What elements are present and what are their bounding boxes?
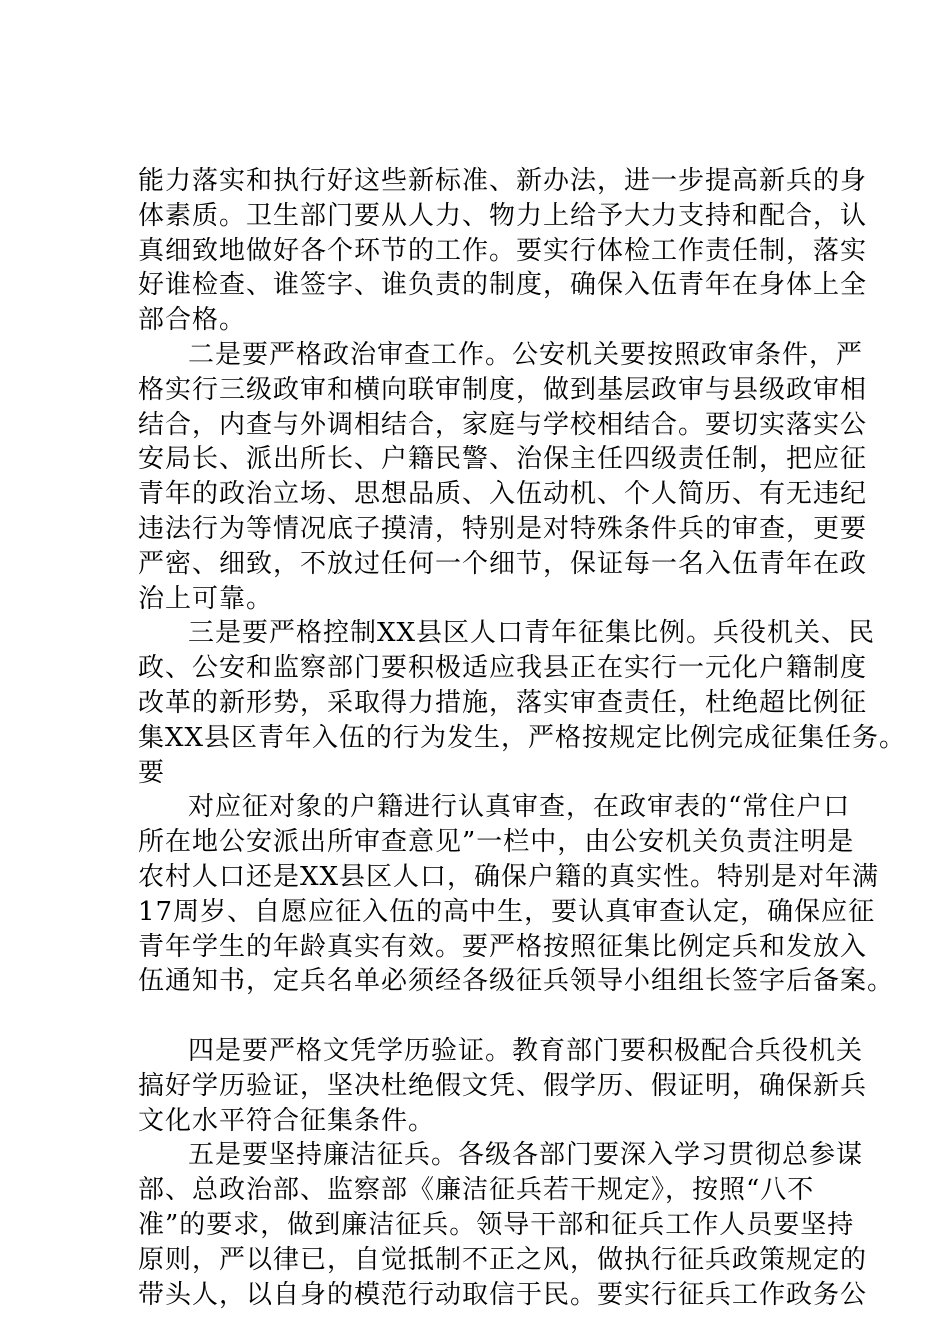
- text-line: 青年学生的年龄真实有效。要严格按照征集比例定兵和发放入: [138, 931, 868, 962]
- text-line: 违法行为等情况底子摸清，特别是对特殊条件兵的审查，更要: [138, 513, 868, 544]
- text-line: 三是要严格控制XX县区人口青年征集比例。兵役机关、民: [188, 618, 876, 649]
- text-line: 严密、细致，不放过任何一个细节，保证每一名入伍青年在政: [138, 548, 868, 579]
- text-line: 农村人口还是XX县区人口，确保户籍的真实性。特别是对年满: [138, 861, 880, 892]
- text-line: 准”的要求，做到廉洁征兵。领导干部和征兵工作人员要坚持: [138, 1209, 855, 1240]
- text-line: 好谁检查、谁签字、谁负责的制度，确保入伍青年在身体上全: [138, 270, 868, 301]
- text-line: 原则，严以律已，自觉抵制不正之风，做执行征兵政策规定的: [138, 1244, 868, 1275]
- text-line: 对应征对象的户籍进行认真审查，在政审表的“常住户口: [188, 792, 851, 823]
- text-line: 搞好学历验证，坚决杜绝假文凭、假学历、假证明，确保新兵: [138, 1070, 868, 1101]
- text-line: 17周岁、自愿应征入伍的高中生，要认真审查认定，确保应征: [138, 896, 876, 927]
- text-line: 政、公安和监察部门要积极适应我县正在实行一元化户籍制度: [138, 653, 868, 684]
- text-line: 集XX县区青年入伍的行为发生，严格按规定比例完成征集任务。: [138, 722, 907, 753]
- text-line: 所在地公安派出所审查意见”一栏中，由公安机关负责注明是: [138, 827, 855, 858]
- body-text: [138, 164, 907, 1312]
- text-line: 治上可靠。: [138, 583, 274, 614]
- text-line: 安局长、派出所长、户籍民警、治保主任四级责任制，把应征: [138, 444, 868, 475]
- text-line: 要: [138, 757, 166, 788]
- text-line: 五是要坚持廉洁征兵。各级各部门要深入学习贯彻总参谋: [188, 1140, 864, 1171]
- text-line: 能力落实和执行好这些新标准、新办法，进一步提高新兵的身: [138, 166, 868, 196]
- text-line: 四是要严格文凭学历验证。教育部门要积极配合兵役机关: [188, 1035, 864, 1066]
- text-line: 结合，内查与外调相结合，家庭与学校相结合。要切实落实公: [138, 409, 868, 440]
- text-line: 改革的新形势，采取得力措施，落实审查责任，杜绝超比例征: [138, 687, 868, 718]
- text-line: 体素质。卫生部门要从人力、物力上给予大力支持和配合，认: [138, 200, 868, 231]
- text-line: 伍通知书，定兵名单必须经各级征兵领导小组组长签字后备案。: [138, 966, 895, 997]
- text-line: 部、总政治部、监察部《廉洁征兵若干规定》，按照“八不: [138, 1175, 815, 1206]
- text-line: 文化水平符合征集条件。: [138, 1105, 436, 1136]
- text-line: 格实行三级政审和横向联审制度，做到基层政审与县级政审相: [138, 374, 868, 405]
- text-line: 青年的政治立场、思想品质、入伍动机、个人简历、有无违纪: [138, 479, 868, 510]
- text-line: 部合格。: [138, 305, 247, 336]
- text-line: 带头人，以自身的模范行动取信于民。要实行征兵工作政务公: [138, 1279, 868, 1310]
- text-line: 二是要严格政治审查工作。公安机关要按照政审条件，严: [188, 339, 864, 370]
- text-line: 真细致地做好各个环节的工作。要实行体检工作责任制，落实: [138, 235, 868, 266]
- paragraph-gap: [138, 999, 838, 1034]
